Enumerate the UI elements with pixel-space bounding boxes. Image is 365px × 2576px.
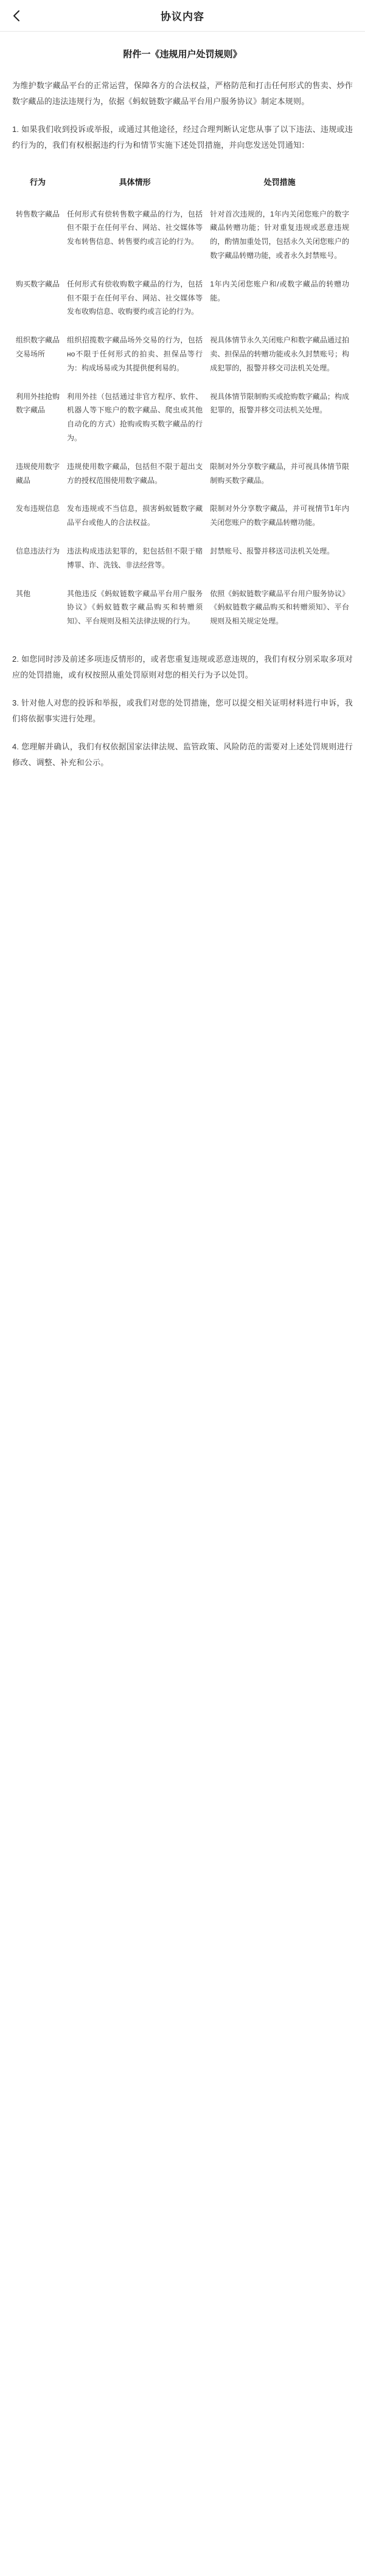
table-header-behavior: 行为	[29, 178, 46, 187]
table-row	[12, 580, 353, 636]
table-row	[12, 383, 353, 453]
cell-behavior: 发布违规信息	[16, 504, 60, 513]
rules-table	[12, 165, 353, 636]
cell-behavior: 违规使用数字藏品	[16, 462, 60, 485]
cell-penalty: 依照《蚂蚁链数字藏品平台用户服务协议》《蚂蚁链数字藏品购买和转赠须知》、平台规则及相关规定处理。	[210, 589, 349, 626]
cell-situation: 其他违反《蚂蚁链数字藏品平台用户服务协议》《蚂蚁链数字藏品购买和转赠须知》、平台规则及相关法律法规的行为。	[67, 589, 203, 626]
back-button[interactable]	[9, 8, 24, 24]
cell-situation: 任何形式有偿转售数字藏品的行为，包括但不限于在任何平台、网站、社交媒体等发布转售信息、转售要约或言论的行为。	[67, 209, 203, 246]
cell-situation: 利用外挂（包括通过非官方程序、软件、机器人等下账户的数字藏品、爬虫或其他自动化的方式）抢购或购买数字藏品的行为。	[67, 392, 203, 443]
cell-penalty: 针对首次违规的，1年内关闭您账户的数字藏品转赠功能；针对重复违规或恶意违规的，酌情加重处罚，包括永久关闭您账户的数字藏品转赠功能，或者永久封禁账号。	[210, 209, 349, 260]
cell-penalty: 1年内关闭您账户和/或数字藏品的转赠功能。	[210, 279, 349, 302]
cell-situation: 组织招揽数字藏品场外交易的行为，包括но不限于任何形式的拍卖、担保品等行为：构成场易或为其提供便利易的。	[67, 336, 203, 372]
bottom-spacer	[12, 783, 353, 801]
document-title: 附件一《违规用户处罚规则》	[123, 49, 242, 60]
cell-situation: 发布违规或不当信息，损害蚂蚁链数字藏品平台或他人的合法权益。	[67, 504, 203, 527]
table-header-row	[12, 165, 353, 200]
chevron-left-icon	[13, 10, 20, 22]
table-header-situation: 具体情形	[119, 178, 151, 187]
cell-situation: 违法构成违法犯罪的，犯包括但不限于赌博罪、诈、洗钱、非法经营等。	[67, 547, 203, 569]
cell-penalty: 视具体情节永久关闭账户和数字藏品通过拍卖、担保品的转赠功能或永久封禁账号；构成犯罪的，报警并移交司法机关处理。	[210, 336, 349, 372]
table-row	[12, 326, 353, 382]
table-row	[12, 200, 353, 270]
cell-penalty: 视具体情节限制购买或抢购数字藏品；构成犯罪的，报警并移交司法机关处理。	[210, 392, 349, 415]
intro-paragraph-1: 为维护数字藏品平台的正常运营，保障各方的合法权益，严格防范和打击任何形式的售卖、炒作数字藏品的违法违规行为，依据《蚂蚁链数字藏品平台用户服务协议》制定本规则。	[12, 81, 353, 106]
rules-table-wrapper	[12, 165, 353, 636]
closing-paragraph-3: 4. 您理解并确认，我们有权依据国家法律法规、监管政策、风险防范的需要对上述处罚规则进行修改、调整、补充和公示。	[12, 742, 353, 768]
closing-paragraph-1: 2. 如您同时涉及前述多项违反情形的，或者您重复违规或恶意违规的，我们有权分别采取多项对应的处罚措施，或有权按照从重处罚原则对您的相关行为予以处罚。	[12, 654, 353, 680]
table-row	[12, 453, 353, 495]
cell-behavior: 其他	[16, 589, 31, 598]
cell-behavior: 信息违法行为	[16, 547, 60, 556]
cell-behavior: 转售数字藏品	[16, 209, 60, 218]
intro-paragraph-2: 1. 如果我们收到投诉或举报，或通过其他途径，经过合理判断认定您从事了以下违法、违规或违约行为的，我们有权根据违约行为和情节实施下述处罚措施，并向您发送处罚通知：	[12, 125, 353, 150]
cell-penalty: 封禁账号、报警并移送司法机关处理。	[210, 547, 335, 556]
cell-penalty: 限制对外分享数字藏品，并可视情节1年内关闭您账户的数字藏品转赠功能。	[210, 504, 349, 527]
cell-penalty: 限制对外分享数字藏品，并可视具体情节限制购买数字藏品。	[210, 462, 349, 485]
cell-behavior: 购买数字藏品	[16, 279, 60, 288]
table-header-penalty: 处罚措施	[263, 178, 296, 187]
document-content	[0, 32, 365, 838]
page-title: 协议内容	[161, 11, 204, 23]
page-header	[0, 0, 365, 32]
cell-behavior: 组织数字藏品交易场所	[16, 336, 60, 359]
table-row	[12, 537, 353, 580]
cell-situation: 任何形式有偿收购数字藏品的行为，包括但不限于在任何平台、网站、社交媒体等发布收购信息、收购要约或言论的行为。	[67, 279, 203, 316]
table-row	[12, 270, 353, 326]
table-row	[12, 495, 353, 537]
cell-situation: 违规使用数字藏品，包括但不限于超出支方的授权范围使用数字藏品。	[67, 462, 203, 485]
closing-paragraph-2: 3. 针对他人对您的投诉和举报，或我们对您的处罚措施，您可以提交相关证明材料进行申诉，我们将依据事实进行处理。	[12, 698, 353, 724]
cell-behavior: 利用外挂抢购数字藏品	[16, 392, 60, 415]
